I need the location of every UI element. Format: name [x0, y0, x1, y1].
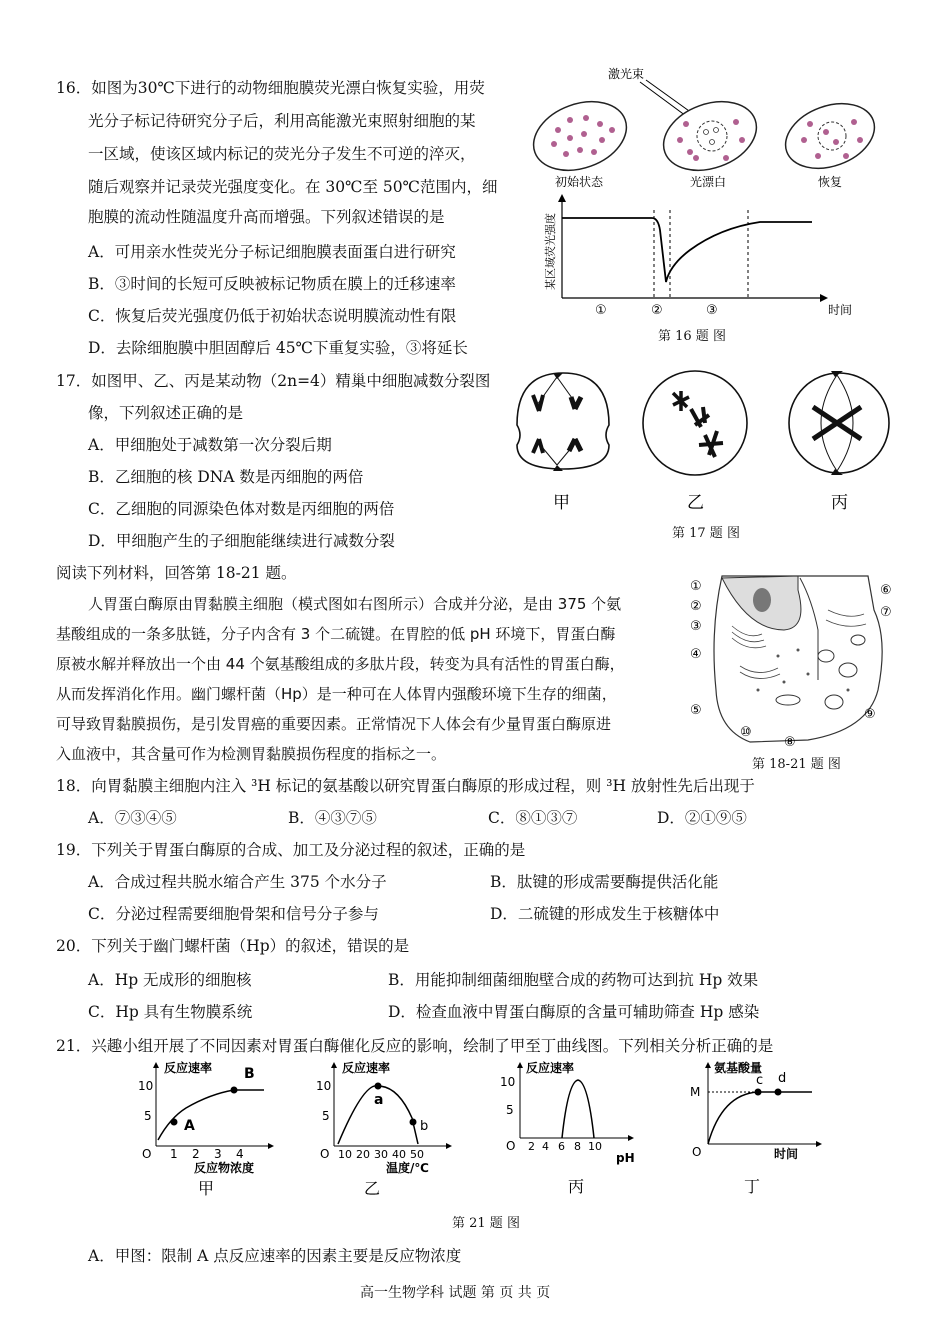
bing-ylabel: 反应速率 — [526, 1061, 575, 1075]
q17-caption: 第 17 题 图 — [672, 526, 740, 541]
jia-label-a: A — [184, 1118, 195, 1134]
bing-xtick-6: 6 — [558, 1140, 565, 1153]
q20-option-a: A．Hp 无成形的细胞核 — [88, 971, 252, 989]
yi-xlabel: 温度/℃ — [386, 1161, 429, 1175]
q17-line-2: 像，下列叙述正确的是 — [88, 404, 244, 422]
ding-name: 丁 — [744, 1177, 761, 1196]
material-line-3: 原被水解并释放出一个由 44 个氨基酸组成的多肽片段，转变为具有活性的胃蛋白酶， — [56, 655, 625, 673]
label-yi: 乙 — [687, 493, 704, 513]
bing-xlabel: pH — [616, 1151, 635, 1165]
chief-cell-figure — [688, 570, 902, 750]
jia-ylabel: 反应速率 — [164, 1061, 213, 1075]
ding-ylabel: 氨基酸量 — [714, 1061, 763, 1075]
bing-ytick-5: 5 — [506, 1103, 514, 1117]
q20-option-b: B．用能抑制细菌细胞壁合成的药物可达到抗 Hp 效果 — [388, 971, 759, 989]
q16-line-5: 胞膜的流动性随温度升高而增强。下列叙述错误的是 — [88, 208, 445, 226]
label-8: ⑧ — [784, 735, 796, 750]
q18-stem: 18．向胃黏膜主细胞内注入 ³H 标记的氨基酸以研究胃蛋白酶原的形成过程，则 ³H 放射性先后出现于 — [56, 777, 755, 795]
jia-xtick-3: 3 — [214, 1147, 222, 1161]
q16-caption: 第 16 题 图 — [658, 329, 726, 344]
label-9: ⑨ — [864, 707, 876, 722]
graph-ding — [690, 1060, 822, 1196]
jia-label-b: B — [244, 1066, 255, 1082]
phase-2: ② — [651, 303, 663, 318]
fluorescence-curve — [562, 218, 812, 282]
q18-option-a: A．⑦③④⑤ — [88, 809, 177, 827]
ding-xlabel: 时间 — [774, 1147, 799, 1161]
bing-name: 丙 — [568, 1177, 585, 1196]
yi-xtick-50: 50 — [410, 1148, 424, 1161]
q19-option-b: B．肽键的形成需要酶提供活化能 — [490, 873, 719, 891]
jia-curve — [158, 1090, 264, 1140]
bing-xtick-8: 8 — [574, 1140, 581, 1153]
ding-label-c: c — [756, 1073, 764, 1088]
q17-option-c: C．乙细胞的同源染色体对数是丙细胞的两倍 — [88, 500, 395, 518]
laser-label: 激光束 — [608, 67, 645, 81]
jia-xtick-4: 4 — [236, 1147, 244, 1161]
q19-option-d: D．二硫键的形成发生于核糖体中 — [490, 905, 720, 923]
q18-option-d: D．②①⑨⑤ — [657, 809, 747, 827]
q17-option-d: D．甲细胞产生的子细胞能继续进行减数分裂 — [88, 532, 395, 550]
q16-line-2: 光分子标记待研究分子后，利用高能激光束照射细胞的某 — [88, 112, 476, 130]
label-10: ⑩ — [740, 725, 752, 740]
graph-bing — [500, 1060, 635, 1196]
ding-origin: O — [692, 1145, 702, 1159]
label-6: ⑥ — [880, 583, 892, 598]
state-initial: 初始状态 — [555, 175, 604, 189]
cell-bleached — [654, 90, 766, 183]
cell-recovered — [777, 92, 884, 180]
graph-yi — [316, 1060, 452, 1198]
label-3: ③ — [690, 619, 702, 634]
yi-label-b: b — [420, 1119, 429, 1134]
q18-option-b: B．④③⑦⑤ — [288, 809, 377, 827]
yi-ylabel: 反应速率 — [342, 1061, 391, 1075]
q16-option-b: B．③时间的长短可反映被标记物质在膜上的迁移速率 — [88, 275, 456, 293]
q16-line-4: 随后观察并记录荧光强度变化。在 30℃至 50℃范围内，细 — [88, 178, 498, 196]
bing-xtick-2: 2 — [528, 1140, 535, 1153]
state-recovered: 恢复 — [818, 175, 843, 189]
label-bing: 丙 — [831, 493, 848, 513]
yi-label-a: a — [374, 1092, 384, 1108]
q17-line-1: 17．如图甲、乙、丙是某动物（2n=4）精巢中细胞减数分裂图 — [56, 372, 491, 390]
q19-option-c: C．分泌过程需要细胞骨架和信号分子参与 — [88, 905, 379, 923]
jia-xlabel: 反应物浓度 — [194, 1161, 255, 1175]
q21-stem: 21．兴趣小组开展了不同因素对胃蛋白酶催化反应的影响，绘制了甲至丁曲线图。下列相关分析正确的是 — [56, 1037, 774, 1055]
yi-xtick-30: 30 — [374, 1148, 388, 1161]
yi-xtick-10: 10 — [338, 1148, 352, 1161]
yi-ytick-10: 10 — [316, 1079, 332, 1093]
yi-ytick-5: 5 — [322, 1109, 330, 1123]
label-jia: 甲 — [553, 493, 570, 513]
q16-option-a: A．可用亲水性荧光分子标记细胞膜表面蛋白进行研究 — [88, 243, 456, 261]
jia-ytick-5: 5 — [144, 1109, 152, 1123]
q16-figure — [520, 60, 890, 350]
material-intro: 阅读下列材料，回答第 18-21 题。 — [56, 564, 297, 582]
cell-yi — [643, 371, 747, 475]
chief-cell-caption: 第 18-21 题 图 — [752, 757, 841, 772]
ding-point-c — [755, 1089, 762, 1096]
ding-label-d: d — [778, 1071, 787, 1086]
bing-curve — [562, 1080, 594, 1138]
nucleolus — [753, 588, 771, 612]
label-7: ⑦ — [880, 605, 892, 620]
q18-option-c: C．⑧①③⑦ — [488, 809, 578, 827]
ding-curve — [708, 1092, 812, 1144]
q16-line-3: 一区域，使该区域内标记的荧光分子发生不可逆的淬灭， — [88, 145, 476, 163]
ding-ytick-m: M — [690, 1085, 701, 1099]
q21-graphs — [130, 1058, 850, 1208]
jia-point-b — [231, 1087, 238, 1094]
material-line-4: 从而发挥消化作用。幽门螺杆菌（Hp）是一种可在人体胃内强酸环境下生存的细菌， — [56, 685, 617, 703]
q21-caption: 第 21 题 图 — [452, 1216, 520, 1231]
fluorescence-graph — [543, 194, 852, 318]
yi-point-a — [375, 1083, 382, 1090]
bing-xtick-10: 10 — [588, 1140, 602, 1153]
graph-xlabel: 时间 — [828, 303, 853, 317]
yi-xtick-20: 20 — [356, 1148, 370, 1161]
jia-name: 甲 — [198, 1179, 215, 1198]
q16-option-c: C．恢复后荧光强度仍低于初始状态说明膜流动性有限 — [88, 307, 457, 325]
jia-xtick-1: 1 — [170, 1147, 178, 1161]
material-line-5: 可导致胃黏膜损伤，是引发胃癌的重要因素。正常情况下人体会有少量胃蛋白酶原进 — [56, 715, 612, 733]
yi-origin: O — [320, 1147, 330, 1161]
material-line-2: 基酸组成的一条多肽链，分子内含有 3 个二硫键。在胃腔的低 pH 环境下，胃蛋白酶 — [56, 625, 616, 643]
q20-stem: 20．下列关于幽门螺杆菌（Hp）的叙述，错误的是 — [56, 937, 410, 955]
phase-1: ① — [595, 303, 607, 318]
graph-jia — [138, 1060, 274, 1198]
bing-xtick-4: 4 — [542, 1140, 549, 1153]
label-2: ② — [690, 599, 702, 614]
ding-point-d — [775, 1089, 782, 1096]
graph-ylabel: 某区域荧光强度 — [544, 213, 557, 290]
q21-option-a: A．甲图：限制 A 点反应速率的因素主要是反应物浓度 — [88, 1247, 462, 1265]
cell-bing — [789, 371, 889, 475]
yi-point-b — [410, 1119, 417, 1126]
jia-xtick-2: 2 — [192, 1147, 200, 1161]
material-line-1: 人胃蛋白酶原由胃黏膜主细胞（模式图如右图所示）合成并分泌，是由 375 个氨 — [88, 595, 622, 613]
label-1: ① — [690, 579, 702, 594]
yi-xtick-40: 40 — [392, 1148, 406, 1161]
state-bleached: 光漂白 — [690, 175, 727, 189]
q17-option-b: B．乙细胞的核 DNA 数是丙细胞的两倍 — [88, 468, 364, 486]
q17-figure — [505, 365, 900, 525]
jia-origin: O — [142, 1147, 152, 1161]
cell-jia — [517, 373, 609, 471]
q16-option-d: D．去除细胞膜中胆固醇后 45℃下重复实验，③将延长 — [88, 339, 468, 357]
q20-option-d: D．检查血液中胃蛋白酶原的含量可辅助筛查 Hp 感染 — [388, 1003, 760, 1021]
q19-option-a: A．合成过程共脱水缩合产生 375 个水分子 — [88, 873, 387, 891]
jia-ytick-10: 10 — [138, 1079, 154, 1093]
q16-line-1: 16．如图为30℃下进行的动物细胞膜荧光漂白恢复实验，用荧 — [56, 79, 485, 97]
q17-option-a: A．甲细胞处于减数第一次分裂后期 — [88, 436, 332, 454]
page-footer: 高一生物学科 试题 第 页 共 页 — [360, 1285, 551, 1301]
bing-ytick-10: 10 — [500, 1075, 516, 1089]
jia-point-a — [171, 1119, 178, 1126]
yi-name: 乙 — [364, 1179, 381, 1198]
label-4: ④ — [690, 647, 702, 662]
phase-3: ③ — [706, 303, 718, 318]
q19-stem: 19．下列关于胃蛋白酶原的合成、加工及分泌过程的叙述，正确的是 — [56, 841, 526, 859]
cell-initial — [524, 90, 636, 183]
bing-origin: O — [506, 1139, 516, 1153]
material-line-6: 入血液中，其含量可作为检测胃黏膜损伤程度的指标之一。 — [56, 745, 447, 763]
label-5: ⑤ — [690, 703, 702, 718]
q20-option-c: C．Hp 具有生物膜系统 — [88, 1003, 253, 1021]
